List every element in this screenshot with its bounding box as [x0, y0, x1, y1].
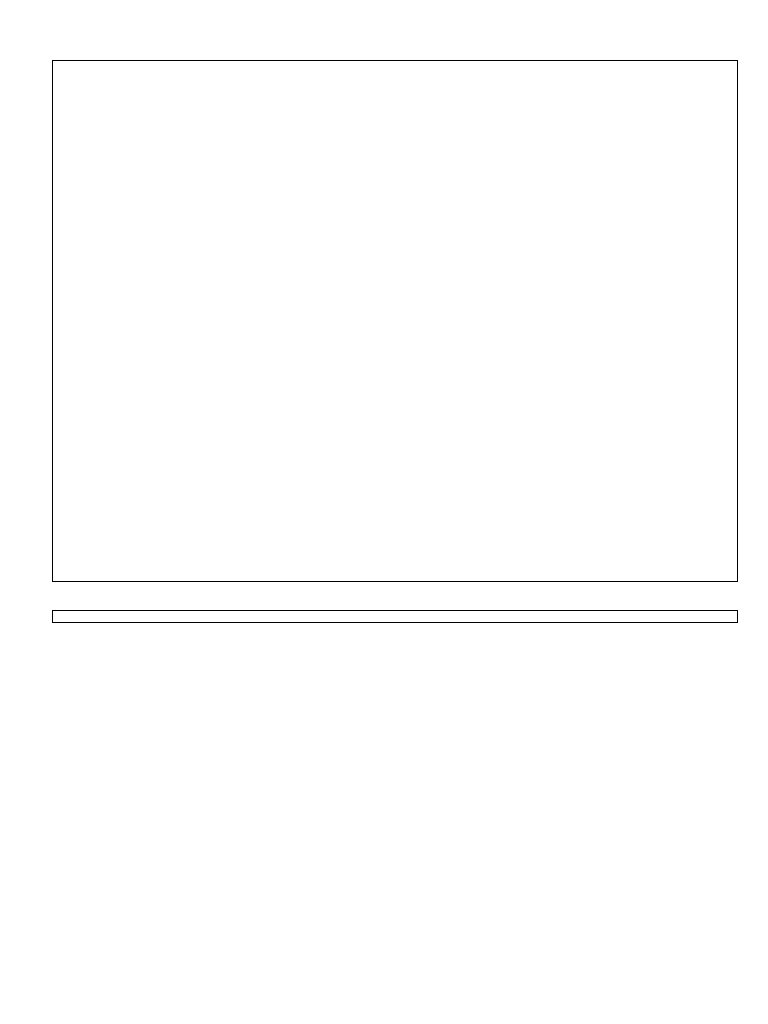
mgmt-review-row [52, 610, 738, 623]
quality-indicators-table [52, 60, 738, 582]
